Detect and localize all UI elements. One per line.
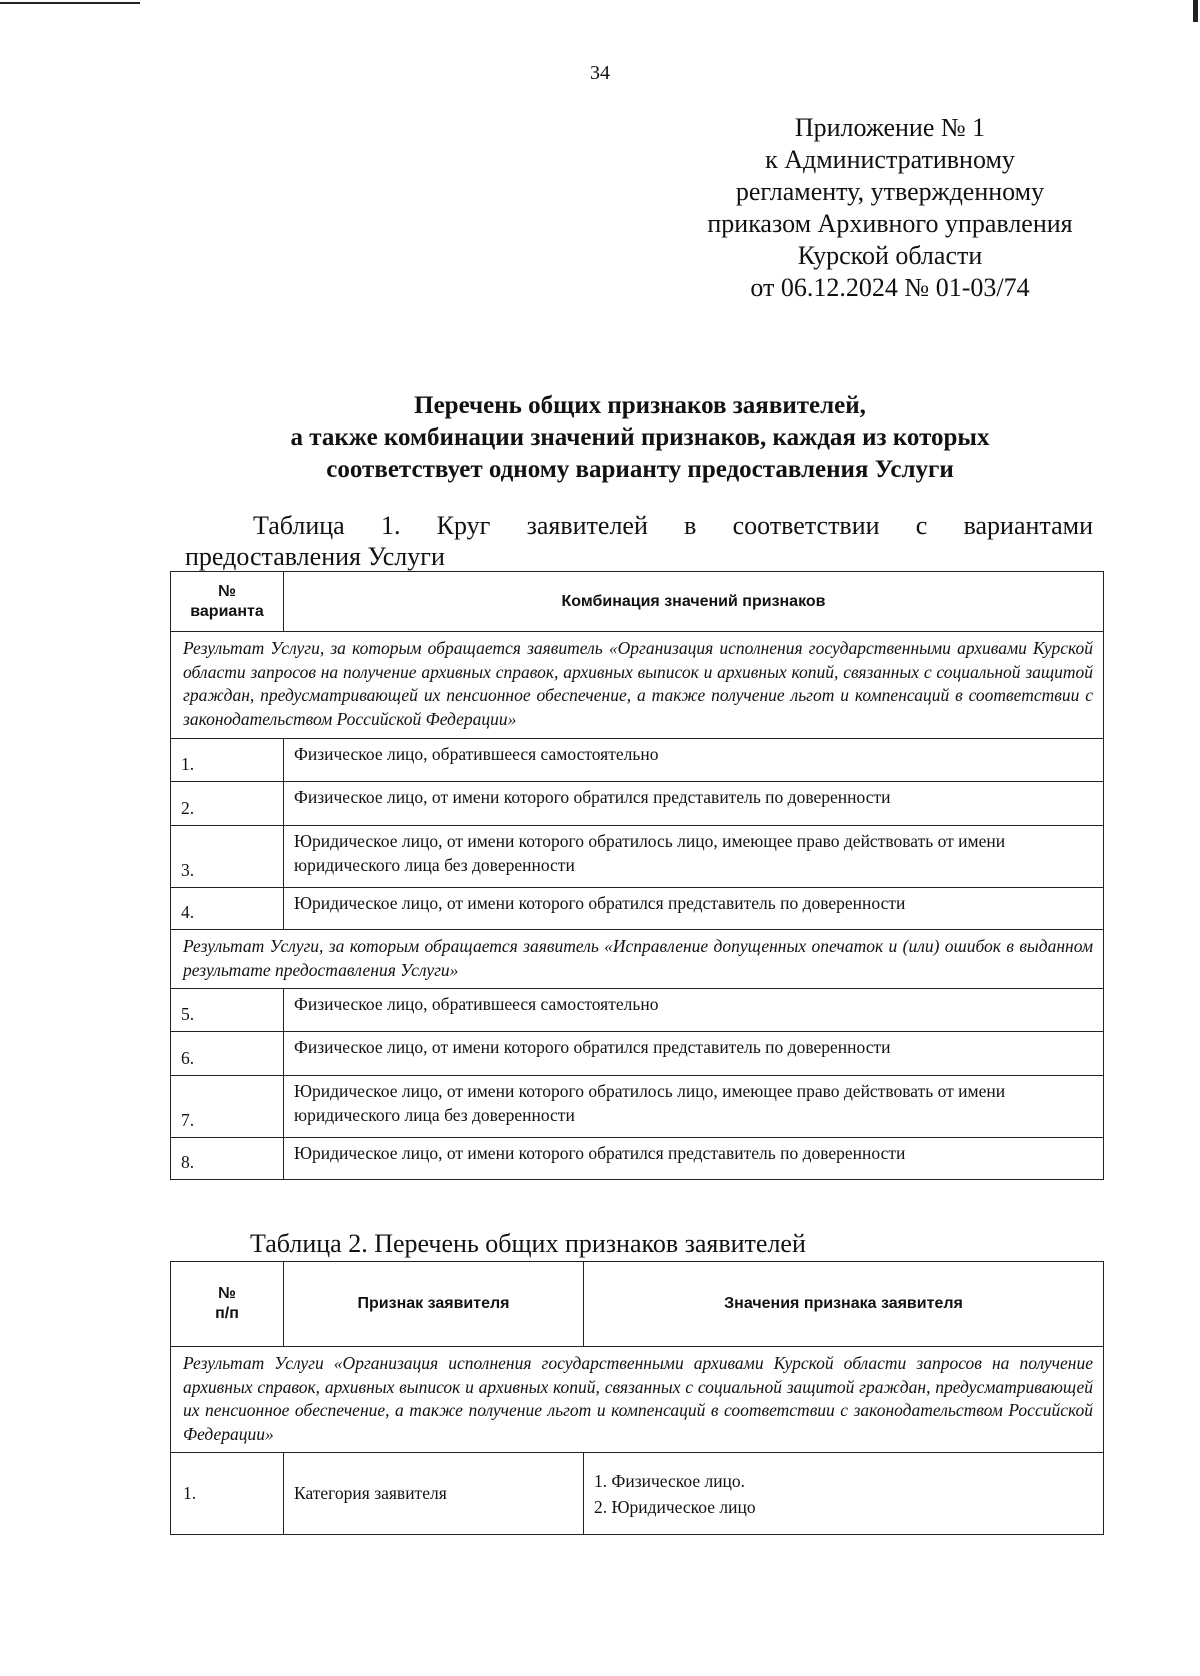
title-line: Перечень общих признаков заявителей, [414,392,866,419]
variant-text: Физическое лицо, от имени которого обратился представитель по доверенности [284,1032,1104,1076]
row-number: 1. [171,1453,284,1535]
variant-number: 7. [171,1076,284,1138]
caption-word: Круг [436,511,491,540]
table-row [171,888,1104,930]
variant-number: 3. [171,826,284,888]
table-row [171,826,1104,888]
variant-number: 6. [171,1032,284,1076]
result-text: Результат Услуги, за которым обращается заявитель «Исправление допущенных опечаток и (или) ошибок в выданном результате предоставления Услуги» [171,930,1104,989]
attribute-value: 2. Юридическое лицо [594,1496,756,1517]
appendix-line: приказом Архивного управления [707,209,1073,238]
attributes-table [170,1261,1104,1535]
variant-number: 1. [171,739,284,782]
table1-caption-line1 [185,510,1093,541]
caption-word: 1. [380,511,401,540]
header-row-number [171,1262,284,1347]
variant-text: Физическое лицо, от имени которого обратился представитель по доверенности [284,782,1104,826]
attribute-value: 1. Физическое лицо. [594,1470,746,1491]
result-text: Результат Услуги, за которым обращается заявитель «Организация исполнения государственными архивами Курской области запросов на получение архивных справок, архивных выписок и архивных копий, связанных с социальной защитой граждан, предусматривающей их пенсионное обеспечение, а также получение льгот и компенсаций в соответствии с законодательством Российской Федерации» [171,632,1104,739]
appendix-line: регламенту, утвержденному [735,177,1045,206]
title-line: соответствует одному варианту предоставления Услуги [326,456,954,483]
caption-word: в [684,511,697,540]
result-row [171,1347,1104,1453]
result-text: Результат Услуги «Организация исполнения государственными архивами Курской области запросов на получение архивных справок, архивных выписок и архивных копий, связанных с социальной защитой граждан, предусматривающей их пенсионное обеспечение, а также получение льгот и компенсаций в соответствии с законодательством Российской Федерации» [171,1347,1104,1453]
table-row [171,989,1104,1032]
header-number-symbol: № [218,1285,236,1302]
variant-number: 4. [171,888,284,930]
variant-text: Юридическое лицо, от имени которого обратился представитель по доверенности [284,888,1104,930]
variant-text: Юридическое лицо, от имени которого обратилось лицо, имеющее право действовать от имени юридического лица без доверенности [284,826,1104,888]
variant-text: Юридическое лицо, от имени которого обратился представитель по доверенности [284,1138,1104,1180]
caption-word: заявителей [526,511,648,540]
scan-edge-mark [1193,0,1198,22]
document-title [180,390,1100,486]
scan-corner-mark [0,2,140,4]
variant-number: 2. [171,782,284,826]
page-number: 34 [590,62,610,84]
variants-table [170,571,1104,1180]
table-header-row [171,572,1104,632]
result-row [171,930,1104,989]
caption-word: вариантами [963,511,1093,540]
appendix-line: Курской области [797,241,983,270]
variant-text: Физическое лицо, обратившееся самостоятельно [284,739,1104,782]
table-row [171,1453,1104,1535]
caption-word: с [915,511,928,540]
table-row [171,1138,1104,1180]
header-number-word: п/п [215,1305,239,1322]
table-header-row [171,1262,1104,1347]
caption-word: соответствии [732,511,880,540]
variant-number: 5. [171,989,284,1032]
table1-caption-line2: предоставления Услуги [185,542,445,571]
title-line: а также комбинации значений признаков, каждая из которых [290,424,990,451]
variant-number: 8. [171,1138,284,1180]
result-row [171,632,1104,739]
header-attribute-values: Значения признака заявителя [584,1262,1104,1347]
header-combination: Комбинация значений признаков [284,572,1104,632]
appendix-block [680,112,1100,304]
attribute-values [584,1453,1104,1535]
table-row [171,782,1104,826]
header-number-symbol: № [218,582,236,600]
header-number-word: варианта [190,602,264,620]
table2-caption: Таблица 2. Перечень общих признаков заявителей [250,1229,806,1258]
appendix-line: к Административному [765,145,1015,174]
variant-text: Физическое лицо, обратившееся самостоятельно [284,989,1104,1032]
appendix-line: Приложение № 1 [794,113,986,142]
appendix-line: от 06.12.2024 № 01-03/74 [750,273,1030,302]
table-row [171,739,1104,782]
variant-text: Юридическое лицо, от имени которого обратилось лицо, имеющее право действовать от имени юридического лица без доверенности [284,1076,1104,1138]
table1-caption [185,510,1093,572]
caption-word: Таблица [253,511,345,540]
header-variant-number [171,572,284,632]
attribute-name: Категория заявителя [284,1453,584,1535]
header-attribute: Признак заявителя [284,1262,584,1347]
table-row [171,1032,1104,1076]
table-row [171,1076,1104,1138]
